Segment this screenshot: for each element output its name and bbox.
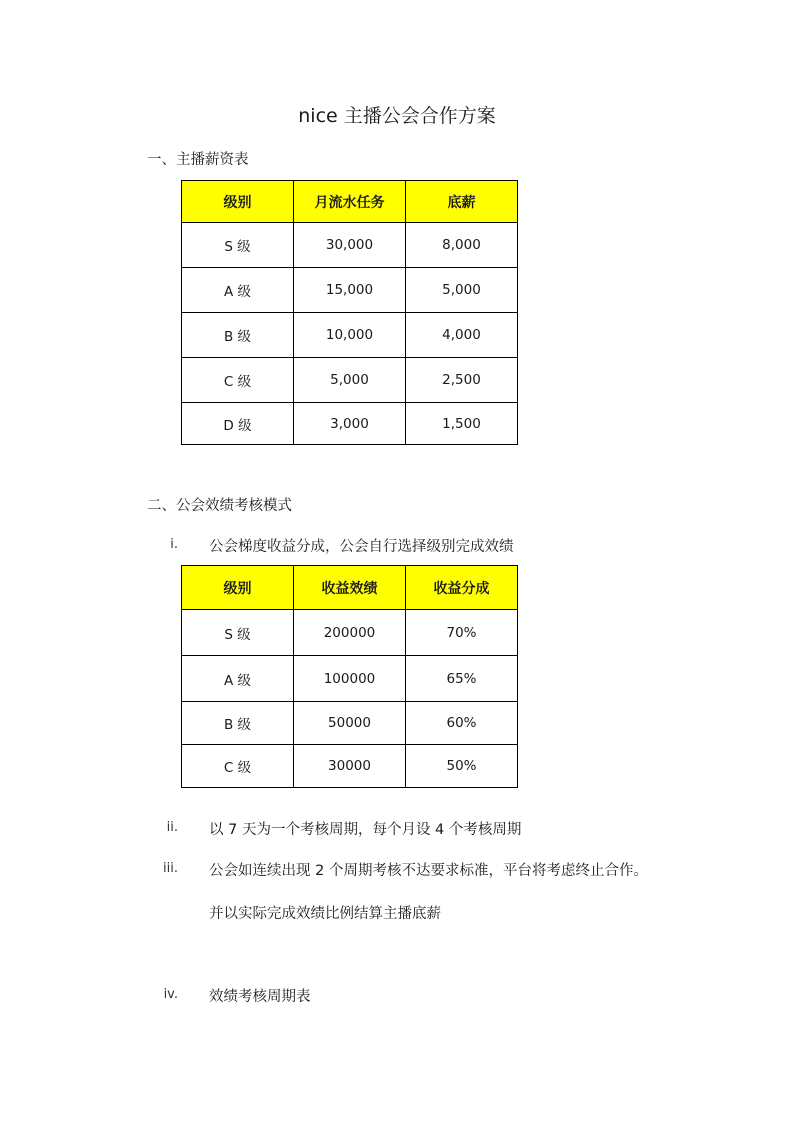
table-cell: A 级 (182, 268, 294, 313)
table-cell: B 级 (182, 702, 294, 745)
table-cell: 5,000 (294, 358, 406, 403)
table-row (182, 745, 518, 788)
list-item-text: 公会如连续出现 2 个周期考核不达要求标准，平台将考虑终止合作。 (209, 863, 648, 879)
table-cell: 15,000 (294, 268, 406, 313)
list-item-text: 效绩考核周期表 (209, 989, 311, 1005)
table-cell: S 级 (182, 223, 294, 268)
table-row (182, 358, 518, 403)
table-header-row (182, 181, 518, 223)
table-cell: 2,500 (406, 358, 518, 403)
table-cell: 100000 (294, 656, 406, 702)
table-cell: 1,500 (406, 403, 518, 445)
table-cell: B 级 (182, 313, 294, 358)
table-cell: 4,000 (406, 313, 518, 358)
table-cell: S 级 (182, 610, 294, 656)
table-row (182, 223, 518, 268)
table-cell: 3,000 (294, 403, 406, 445)
list-item-text: 公会梯度收益分成，公会自行选择级别完成效绩 (209, 539, 514, 555)
table-cell: 70% (406, 610, 518, 656)
table-cell: A 级 (182, 656, 294, 702)
table-cell: C 级 (182, 358, 294, 403)
table-row (182, 656, 518, 702)
column-header-level: 级别 (182, 566, 294, 610)
revenue-share-table (181, 565, 518, 788)
table-row (182, 702, 518, 745)
column-header-revenue-target: 收益效绩 (294, 566, 406, 610)
list-item-text: 以 7 天为一个考核周期，每个月设 4 个考核周期 (209, 822, 522, 838)
column-header-revenue-share: 收益分成 (406, 566, 518, 610)
table-row (182, 313, 518, 358)
column-header-base-salary: 底薪 (406, 181, 518, 223)
table-cell: 10,000 (294, 313, 406, 358)
table-cell: 200000 (294, 610, 406, 656)
table-cell: 30000 (294, 745, 406, 788)
table-cell: C 级 (182, 745, 294, 788)
table-cell: 50% (406, 745, 518, 788)
table-cell: 50000 (294, 702, 406, 745)
salary-table (181, 180, 518, 445)
column-header-monthly-task: 月流水任务 (294, 181, 406, 223)
table-header-row (182, 566, 518, 610)
table-row (182, 610, 518, 656)
table-cell: 8,000 (406, 223, 518, 268)
list-number: ii. (166, 820, 178, 835)
table-row (182, 403, 518, 445)
table-cell: 65% (406, 656, 518, 702)
table-cell: 5,000 (406, 268, 518, 313)
document-title: nice 主播公会合作方案 (298, 105, 496, 127)
list-number: iii. (163, 861, 178, 876)
list-item-continuation: 并以实际完成效绩比例结算主播底薪 (209, 906, 441, 922)
table-cell: 30,000 (294, 223, 406, 268)
list-number: i. (170, 537, 178, 552)
section-heading-salary: 一、主播薪资表 (147, 152, 249, 168)
table-cell: 60% (406, 702, 518, 745)
table-cell: D 级 (182, 403, 294, 445)
section-heading-performance: 二、公会效绩考核模式 (147, 498, 292, 514)
column-header-level: 级别 (182, 181, 294, 223)
table-row (182, 268, 518, 313)
list-number: iv. (163, 987, 178, 1002)
